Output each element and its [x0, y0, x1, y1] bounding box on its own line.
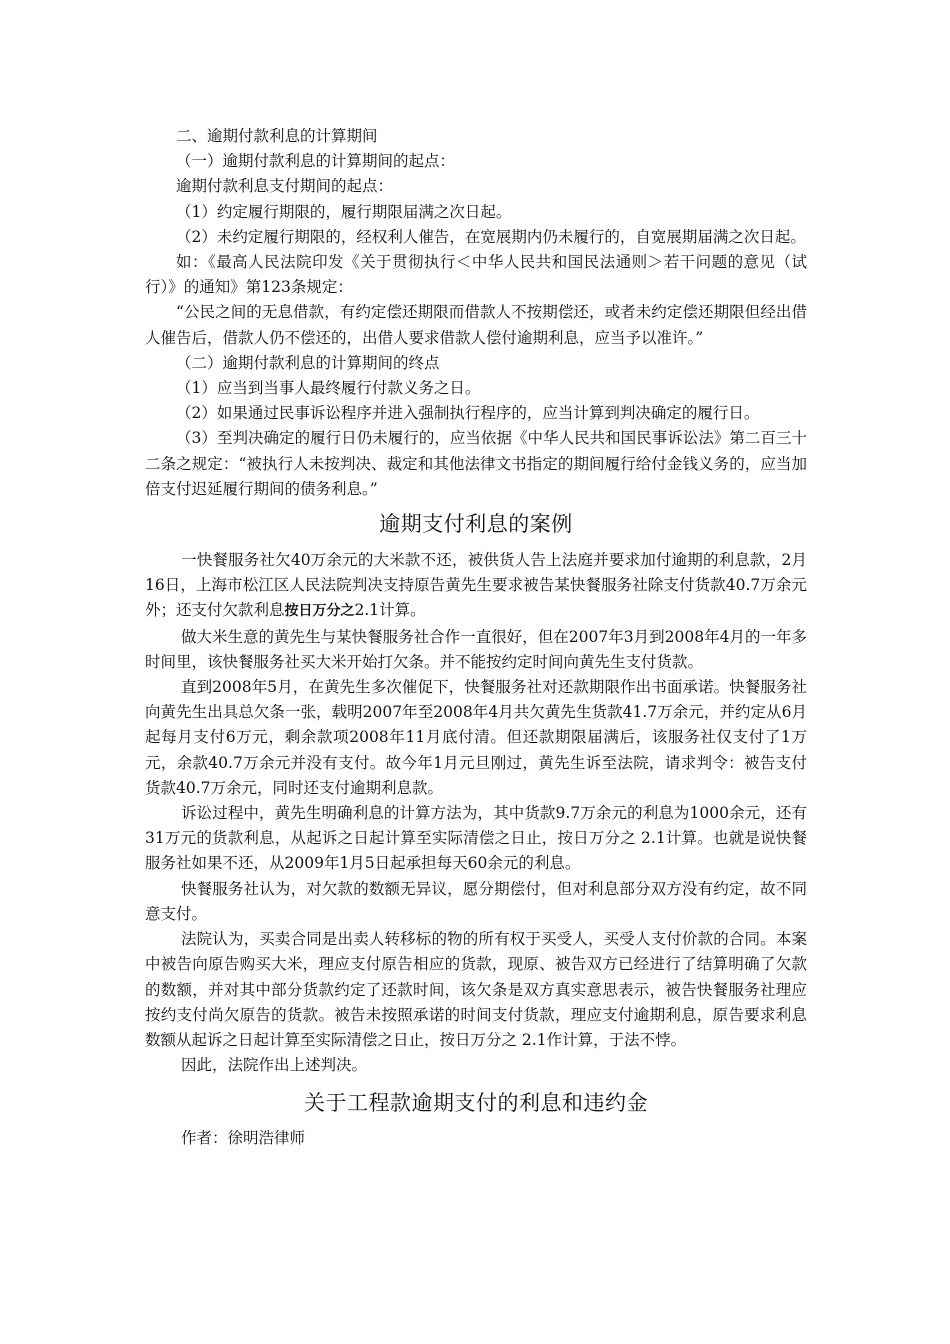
paragraph-start-intro: 逾期付款利息支付期间的起点：: [176, 177, 394, 196]
case-p1-rate: 2.1计算。: [354, 601, 426, 620]
case-title: 逾期支付利息的案例: [379, 512, 573, 537]
list-item-start-1: （1）约定履行期限的，履行期限届满之次日起。: [176, 202, 512, 221]
paragraph-quote: “公民之间的无息借款，有约定偿还期限而借款人不按期偿还，或者未约定偿还期限但经出借人催告后，借款人仍不偿还的，出借人要求借款人偿付逾期利息，应当予以准许。”: [145, 303, 807, 347]
paragraph-example: 如：《最高人民法院印发《关于贯彻执行＜中华人民共和国民法通则＞若干问题的意见（试行）》的通知》第123条规定：: [145, 253, 807, 297]
case-p1-text: 一快餐服务社欠40万余元的大米款不还，被供货人告上法庭并要求加付逾期的利息款，2月16日，上海市松江区人民法院判决支持原告黄先生要求被告某快餐服务社除支付货款40.7万余元外；还支付欠款利息: [145, 551, 807, 620]
case-paragraph-3: 直到2008年5月，在黄先生多次催促下，快餐服务社对还款期限作出书面承诺。快餐服务社向黄先生出具总欠条一张，载明2007年至2008年4月共欠黄先生货款41.7万余元，并约定从6月起每月支付6万元，剩余款项2008年11月底付清。但还款期限届满后，该服务社仅支付了1万元，余款40.7万余元并没有支付。故今年1月元旦刚过，黄先生诉至法院，请求判令：被告支付货款40.7万余元，同时还支付逾期利息款。: [145, 678, 807, 797]
section-heading: 二、逾期付款利息的计算期间: [176, 127, 378, 145]
case-paragraph-4: 诉讼过程中，黄先生明确利息的计算方法为，其中货款9.7万余元的利息为1000余元，还有31万元的货款利息，从起诉之日起计算至实际清偿之日止，按日万分之 2.1计算。也就是说快餐服务社如果不还，从2009年1月5日起承担每天60余元的利息。: [145, 804, 807, 873]
subsection-heading-end: （二）逾期付款利息的计算期间的终点: [176, 353, 440, 372]
case-paragraph-6: 法院认为，买卖合同是出卖人转移标的物的所有权于买受人，买受人支付价款的合同。本案中被告向原告购买大米，理应支付原告相应的货款，现原、被告双方已经进行了结算明确了欠款的数额，并对其中部分货款约定了还款时间，该欠条是双方真实意思表示，被告快餐服务社理应按约支付尚欠原告的货款。被告未按照承诺的时间支付货款，理应支付逾期利息，原告要求利息数额从起诉之日起计算至实际清偿之日止，按日万分之 2.1作计算，于法不悖。: [145, 930, 807, 1049]
list-item-end-1: （1）应当到当事人最终履行付款义务之日。: [176, 379, 481, 398]
case-paragraph-1: [145, 548, 807, 625]
case-paragraph-2: 做大米生意的黄先生与某快餐服务社合作一直很好，但在2007年3月到2008年4月的一年多时间里，该快餐服务社买大米开始打欠条。并不能按约定时间向黄先生支付货款。: [145, 627, 807, 671]
article-title: 关于工程款逾期支付的利息和违约金: [304, 1091, 648, 1116]
case-paragraph-7: 因此，法院作出上述判决。: [181, 1056, 368, 1075]
list-item-end-2: （2）如果通过民事诉讼程序并进入强制执行程序的，应当计算到判决确定的履行日。: [176, 404, 760, 423]
article-author: 作者：徐明浩律师: [181, 1129, 306, 1148]
subsection-heading-start: （一）逾期付款利息的计算期间的起点：: [176, 152, 456, 171]
list-item-start-2: （2）未约定履行期限的，经权利人催告，在宽展期内仍未履行的，自宽展期届满之次日起。: [176, 227, 806, 246]
case-p1-emphasis: 按日万分之: [284, 603, 355, 620]
document-page: [145, 124, 807, 1152]
list-item-end-3: （3）至判决确定的履行日仍未履行的，应当依据《中华人民共和国民事诉讼法》第二百三十二条之规定：“被执行人未按判决、裁定和其他法律文书指定的期间履行给付金钱义务的，应当加倍支付迟延履行期间的债务利息。”: [145, 429, 807, 498]
case-paragraph-5: 快餐服务社认为，对欠款的数额无异议，愿分期偿付，但对利息部分双方没有约定，故不同意支付。: [145, 879, 807, 923]
